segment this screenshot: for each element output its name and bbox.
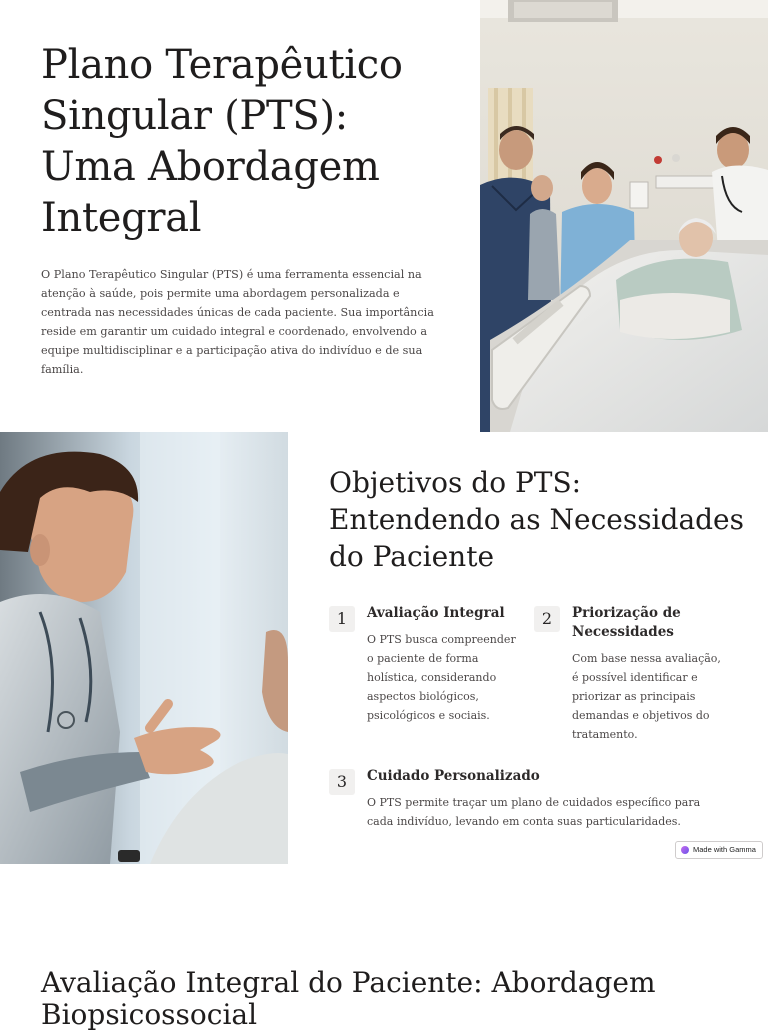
objective-number: 2: [534, 606, 560, 632]
intro-text-block: [41, 40, 441, 379]
made-with-gamma-badge[interactable]: [675, 841, 763, 859]
objective-description: O PTS permite traçar um plano de cuidados específico para cada indivíduo, levando em conta suas particularidades.: [367, 796, 701, 828]
objective-title: Avaliação Integral: [367, 605, 505, 621]
assessment-section: [0, 864, 768, 1031]
doctor-patient-photo: [0, 432, 288, 864]
objectives-section: [0, 432, 768, 864]
hospital-team-photo: [480, 0, 768, 432]
objective-title: Cuidado Personalizado: [367, 768, 540, 784]
page-title: Plano Terapêutico Singular (PTS): Uma Abordagem Integral: [41, 42, 403, 241]
objectives-title: Objetivos do PTS: Entendendo as Necessidades do Paciente: [329, 466, 744, 573]
intro-section: [0, 0, 768, 432]
objective-description: Com base nessa avaliação, é possível identificar e priorizar as principais demandas e objetivos do tratamento.: [572, 652, 721, 741]
objective-number: 1: [329, 606, 355, 632]
badge-label: Made with Gamma: [693, 845, 756, 854]
objective-description: O PTS busca compreender o paciente de forma holística, considerando aspectos biológicos, psicológicos e sociais.: [367, 633, 516, 722]
objective-title: Priorização de Necessidades: [572, 605, 681, 640]
gamma-logo-icon: [681, 846, 689, 854]
assessment-title: Avaliação Integral do Paciente: Abordagem Biopsicossocial: [41, 966, 656, 1031]
intro-paragraph: O Plano Terapêutico Singular (PTS) é uma ferramenta essencial na atenção à saúde, pois permite uma abordagem personalizada e centrada nas necessidades únicas de cada paciente. Sua importância reside em garantir um cuidado integral e coordenado, envolvendo a equipe multidisciplinar e a participação ativa do indivíduo e de sua família.: [41, 268, 434, 376]
objective-number: 3: [329, 769, 355, 795]
